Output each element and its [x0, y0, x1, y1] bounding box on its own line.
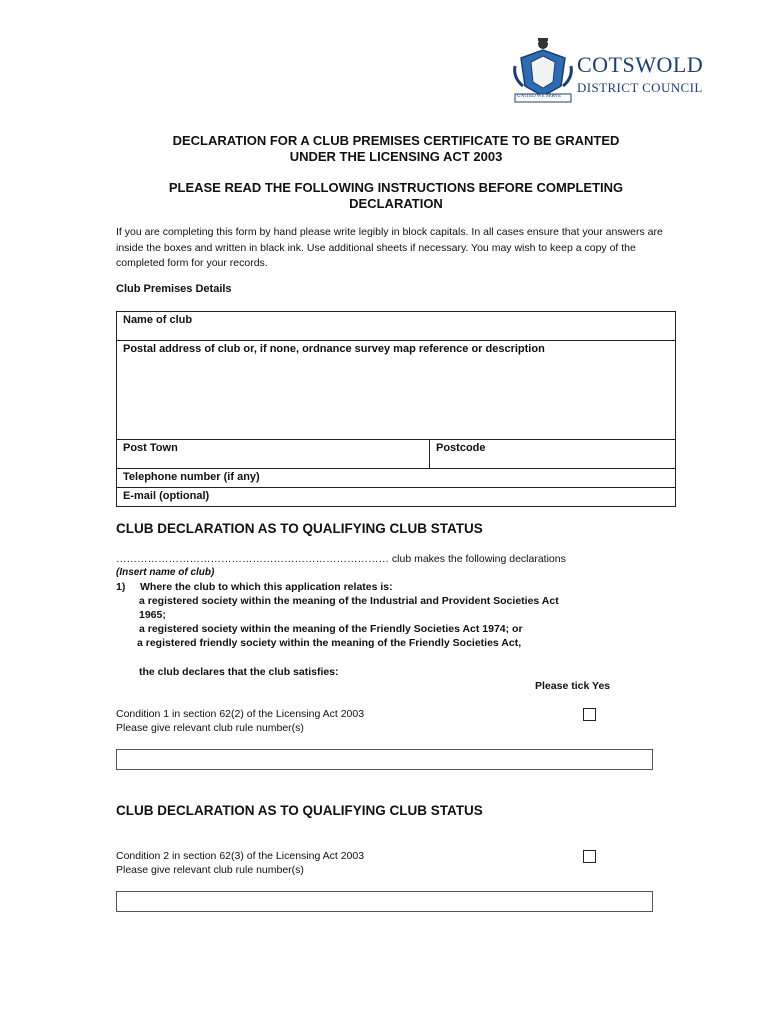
condition-2-rule-input[interactable]	[116, 891, 653, 912]
declaration-item-text: Where the club to which this application relates is:	[140, 581, 393, 593]
postal-address-label: Postal address of club or, if none, ordnance survey map reference or description	[123, 343, 545, 355]
declaration-item-number: 1)	[116, 581, 126, 593]
club-premises-table	[116, 311, 676, 507]
instructions-text: If you are completing this form by hand please write legibly in block capitals. In all cases ensure that your answers are inside the boxes and written in black ink. Use additional sheets if necessary. You may wish to keep a copy of the completed form for your records.	[116, 226, 663, 269]
document-title	[116, 133, 676, 165]
logo-motto: UNITED WE SERVE	[517, 94, 562, 99]
instructions-heading-line-2: DECLARATION	[349, 196, 443, 211]
condition-1-checkbox[interactable]	[583, 708, 596, 721]
instructions-heading	[116, 180, 676, 212]
club-satisfies-text: the club declares that the club satisfies:	[139, 666, 339, 678]
telephone-field[interactable]	[117, 469, 676, 488]
condition-1-line-1: Condition 1 in section 62(2) of the Licensing Act 2003	[116, 708, 365, 720]
option-industrial-provident	[139, 594, 679, 622]
post-town-field[interactable]	[117, 440, 430, 469]
condition-1-rule-input[interactable]	[116, 749, 653, 770]
club-name-line	[116, 552, 676, 566]
condition-2-line-1: Condition 2 in section 62(3) of the Licensing Act 2003	[116, 850, 365, 862]
condition-2-checkbox[interactable]	[583, 850, 596, 863]
please-tick-label: Please tick Yes	[535, 680, 611, 692]
telephone-label: Telephone number (if any)	[123, 471, 260, 483]
club-name-dots[interactable]: ……………………………………………………………………	[116, 553, 389, 565]
title-line-2: UNDER THE LICENSING ACT 2003	[289, 149, 503, 164]
club-premises-heading: Club Premises Details	[116, 283, 232, 295]
declaration-2-title: CLUB DECLARATION AS TO QUALIFYING CLUB STATUS	[116, 803, 483, 818]
condition-1-line-2: Please give relevant club rule number(s)	[116, 722, 304, 734]
option-registered-friendly: a registered friendly society within the meaning of the Friendly Societies Act,	[137, 637, 522, 649]
option-1-line-1: a registered society within the meaning of the Industrial and Provident Societies Act	[139, 595, 559, 607]
logo-name: COTSWOLD	[577, 52, 704, 77]
postcode-field[interactable]	[430, 440, 676, 469]
condition-2-line-2: Please give relevant club rule number(s)	[116, 864, 304, 876]
email-field[interactable]	[117, 488, 676, 507]
title-line-1: DECLARATION FOR A CLUB PREMISES CERTIFICATE TO BE GRANTED	[172, 133, 620, 148]
option-1-line-2: 1965;	[139, 609, 166, 621]
logo-subtitle: DISTRICT COUNCIL	[577, 80, 703, 95]
declaration-1-title: CLUB DECLARATION AS TO QUALIFYING CLUB STATUS	[116, 521, 483, 536]
instructions-heading-line-1: PLEASE READ THE FOLLOWING INSTRUCTIONS BEFORE COMPLETING	[168, 180, 624, 195]
club-name-field[interactable]	[117, 312, 676, 341]
club-name-label: Name of club	[123, 314, 193, 326]
email-label: E-mail (optional)	[123, 490, 210, 502]
condition-2-text	[116, 849, 364, 877]
postcode-label: Postcode	[436, 442, 486, 454]
insert-club-name-hint: (Insert name of club)	[116, 567, 215, 578]
makes-declarations-text: club makes the following declarations	[391, 553, 566, 565]
post-town-label: Post Town	[123, 442, 178, 454]
condition-1-text	[116, 707, 364, 735]
postal-address-field[interactable]	[117, 341, 676, 440]
option-friendly-societies: a registered society within the meaning of the Friendly Societies Act 1974; or	[139, 623, 523, 635]
